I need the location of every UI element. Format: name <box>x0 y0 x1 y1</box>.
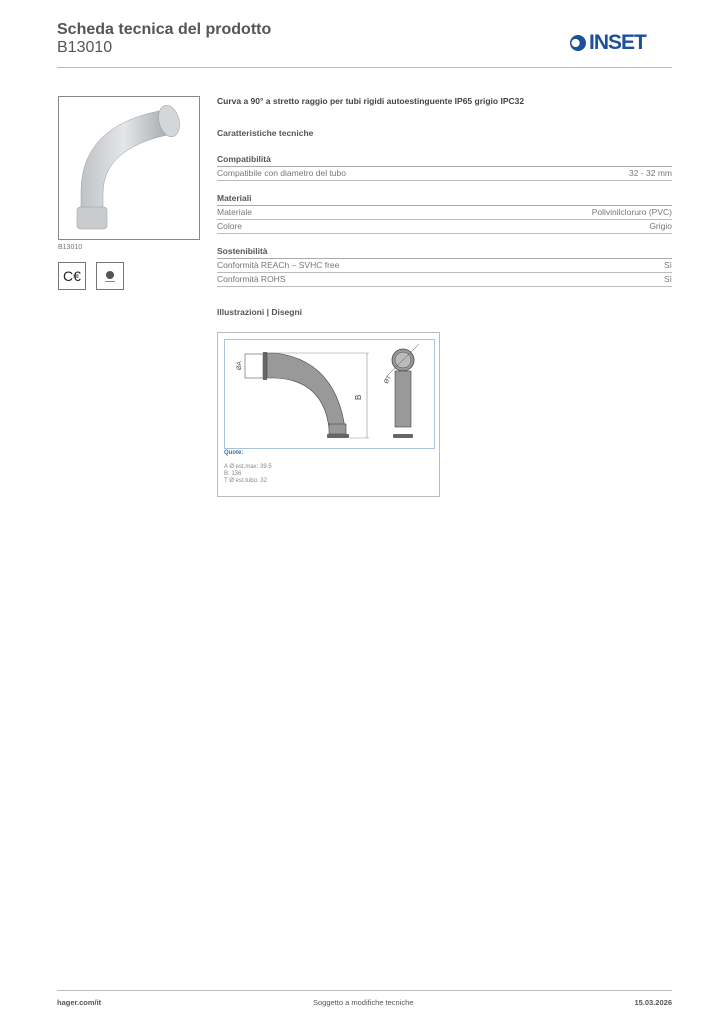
technical-drawing <box>217 332 440 497</box>
quotes-title: Quote: <box>224 450 244 456</box>
spec-row: Compatibile con diametro del tubo 32 - 32 mm <box>217 167 672 181</box>
footer-divider <box>57 990 672 991</box>
specs-column <box>217 96 672 333</box>
spec-row: Materiale Polivinilcloruro (PVC) <box>217 206 672 220</box>
illustrations-heading: Illustrazioni | Disegni <box>217 307 303 317</box>
dim-a-label: ØA <box>237 361 243 370</box>
quotes-list: A Ø est.max: 39.5 B: 136 T Ø est.tubo: 32 <box>224 464 272 484</box>
product-code: B13010 <box>57 39 113 56</box>
product-description: Curva a 90° a stretto raggio per tubi rigidi autoestinguente IP65 grigio IPC32 <box>217 96 525 106</box>
spec-row: Conformità ROHS Sì <box>217 273 672 287</box>
section-title: Compatibilità <box>217 154 672 167</box>
ce-mark-icon: C€ <box>58 262 86 290</box>
section-title: Materiali <box>217 193 672 206</box>
specs-heading: Caratteristiche tecniche <box>217 128 314 138</box>
footer-date: 15.03.2026 <box>634 998 672 1007</box>
section-title: Sostenibilità <box>217 246 672 259</box>
footer-disclaimer: Soggetto a modifiche tecniche <box>313 998 414 1007</box>
dim-t-label: ØT <box>383 374 393 385</box>
page-title: Scheda tecnica del prodotto <box>57 21 272 38</box>
certification-icon <box>96 262 124 290</box>
header-divider <box>57 67 672 68</box>
product-image <box>58 96 200 240</box>
spec-row: Conformità REACh – SVHC free Sì <box>217 259 672 273</box>
image-caption: B13010 <box>58 244 83 251</box>
logo-mark-icon <box>570 35 586 51</box>
inset-logo: INSET <box>570 31 646 55</box>
spec-row: Colore Grigio <box>217 220 672 234</box>
dim-b-label: B <box>354 394 363 400</box>
footer-website-link[interactable]: hager.com/it <box>57 998 102 1007</box>
